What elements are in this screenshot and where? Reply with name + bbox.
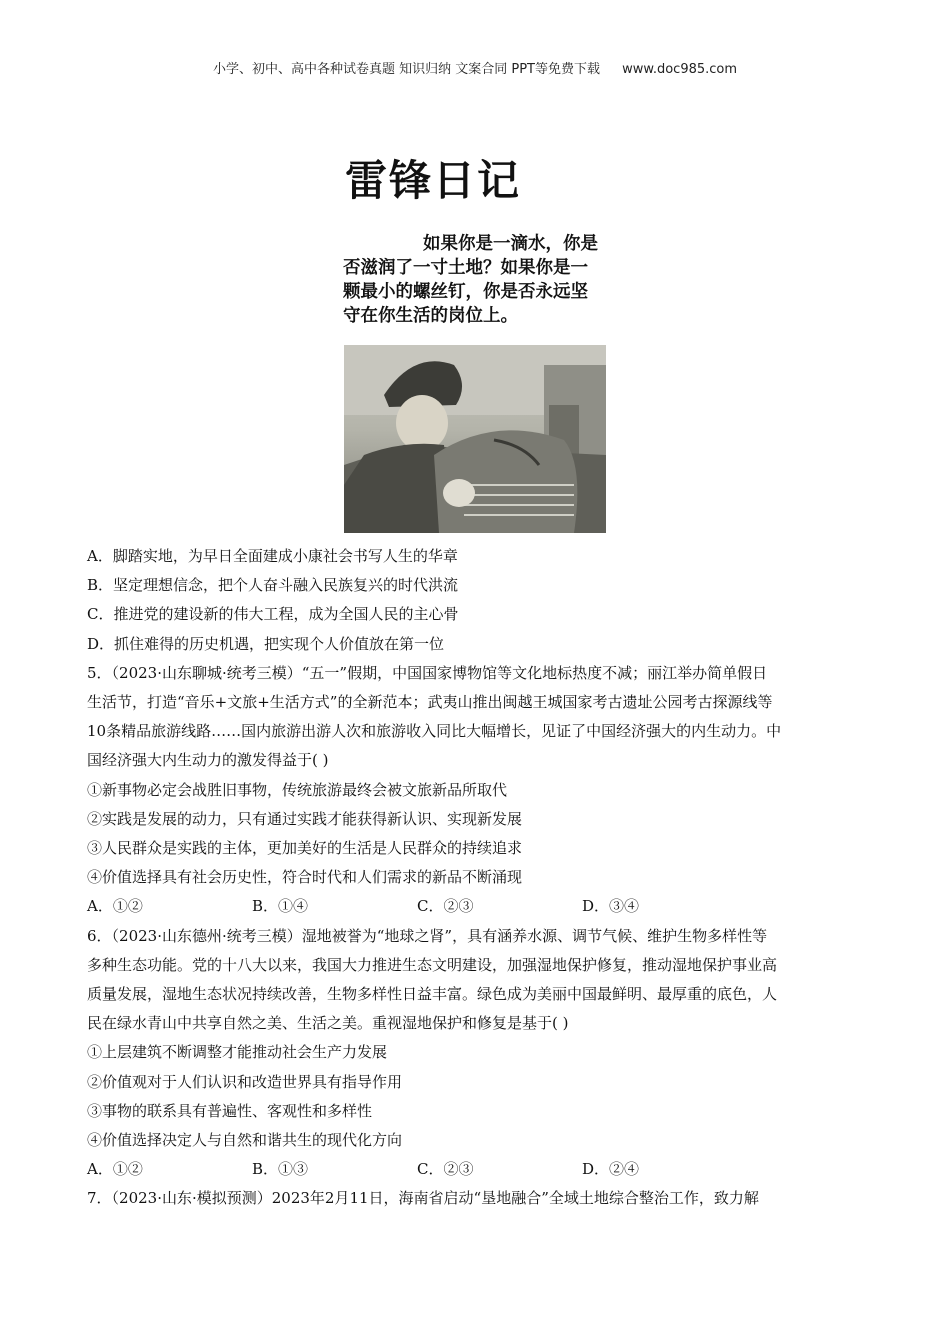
q6-choice-a: A．①②	[87, 1160, 143, 1179]
q5-choice-d: D．③④	[582, 897, 640, 916]
header-text: 小学、初中、高中各种试卷真题 知识归纳 文案合同 PPT等免费下载	[212, 62, 600, 77]
q4-option-d: D．抓住难得的历史机遇，把实现个人价值放在第一位	[87, 634, 445, 653]
q5-choice-b: B．①④	[252, 897, 309, 916]
q4-option-c: C．推进党的建设新的伟大工程，成为全国人民的主心骨	[87, 605, 459, 624]
figure-title: 雷锋日记	[345, 156, 522, 205]
q5-item: ①新事物必定会战胜旧事物，传统旅游最终会被文旅新品所取代	[87, 780, 508, 799]
q6-item: ③事物的联系具有普遍性、客观性和多样性	[87, 1101, 373, 1120]
question-content	[87, 542, 862, 1214]
q5-stem-line: 5．（2023·山东聊城·统考三模）“五一”假期，中国国家博物馆等文化地标热度不减；丽江举办简单假日	[87, 663, 768, 682]
q5-stem-line: 10条精品旅游线路……国内旅游出游人次和旅游收入同比大幅增长，见证了中国经济强大的内生动力。中	[87, 722, 782, 741]
q5-item: ②实践是发展的动力，只有通过实践才能获得新认识、实现新发展	[87, 809, 523, 828]
quote-line: 如果你是一滴水，你是	[423, 234, 598, 254]
q4-option-a: A．脚踏实地，为早日全面建成小康社会书写人生的华章	[87, 547, 458, 565]
q6-choice-d: D．②④	[582, 1160, 640, 1179]
q6-item: ①上层建筑不断调整才能推动社会生产力发展	[87, 1043, 388, 1062]
q5-choice-c: C．②③	[417, 897, 474, 916]
q5-item: ④价值选择具有社会历史性，符合时代和人们需求的新品不断涌现	[87, 868, 523, 887]
q5-item: ③人民群众是实践的主体，更加美好的生活是人民群众的持续追求	[87, 839, 523, 858]
figure-quote	[343, 232, 623, 328]
q5-choice-a: A．①②	[87, 897, 143, 916]
lei-feng-photo	[344, 345, 606, 533]
q6-choice-c: C．②③	[417, 1160, 474, 1179]
q5-stem-line: 国经济强大内生动力的激发得益于( )	[87, 751, 329, 770]
q5-stem-line: 生活节，打造“音乐+文旅+生活方式”的全新范本；武夷山推出闽越王城国家考古遗址公园考古探源线等	[87, 693, 773, 712]
q6-item: ②价值观对于人们认识和改造世界具有指导作用	[87, 1072, 403, 1091]
q6-stem-line: 6．（2023·山东德州·统考三模）湿地被誉为“地球之肾”，具有涵养水源、调节气候、维护生物多样性等	[87, 926, 768, 945]
q6-stem-line: 多种生态功能。党的十八大以来，我国大力推进生态文明建设，加强湿地保护修复，推动湿地保护事业高	[87, 955, 778, 974]
q6-stem-line: 民在绿水青山中共享自然之美、生活之美。重视湿地保护和修复是基于( )	[87, 1014, 569, 1033]
quote-line: 颗最小的螺丝钉，你是否永远坚	[343, 282, 588, 302]
quote-line: 守在你生活的岗位上。	[343, 306, 518, 326]
q6-choice-b: B．①③	[252, 1160, 309, 1179]
quote-line: 否滋润了一寸土地？如果你是一	[343, 258, 588, 278]
q7-stem-line: 7．（2023·山东·模拟预测）2023年2月11日，海南省启动“垦地融合”全域土地综合整治工作，致力解	[87, 1189, 759, 1208]
q6-choices	[87, 1155, 862, 1184]
q6-item: ④价值选择决定人与自然和谐共生的现代化方向	[87, 1131, 403, 1150]
page-header	[0, 58, 950, 77]
q5-choices	[87, 892, 862, 921]
q6-stem-line: 质量发展，湿地生态状况持续改善，生物多样性日益丰富。绿色成为美丽中国最鲜明、最厚重的底色，人	[87, 985, 778, 1004]
header-site: www.doc985.com	[622, 62, 738, 77]
q4-option-b: B．坚定理想信念，把个人奋斗融入民族复兴的时代洪流	[87, 576, 459, 595]
